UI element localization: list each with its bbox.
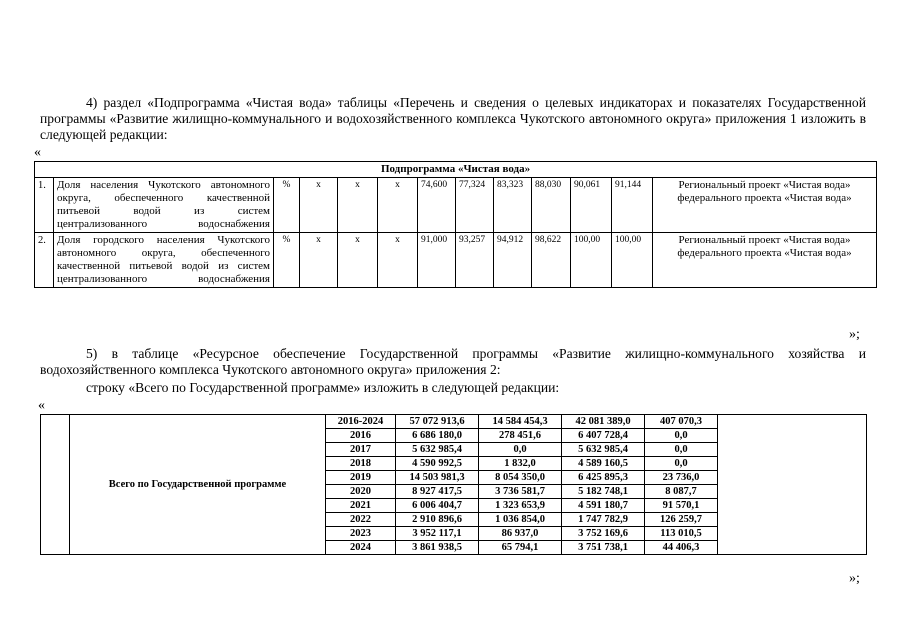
value-cell: x [300, 178, 338, 233]
table1-row [35, 178, 877, 233]
year-cell: 2016-2024 [326, 415, 396, 429]
amount-cell: 0,0 [645, 457, 718, 471]
unit-cell: % [274, 178, 300, 233]
value-cell: 74,600 [418, 178, 456, 233]
row-number: 2. [35, 233, 54, 288]
value-cell: 88,030 [532, 178, 571, 233]
year-cell: 2017 [326, 443, 396, 457]
value-cell: 98,622 [532, 233, 571, 288]
amount-cell: 6 006 404,7 [396, 499, 479, 513]
amount-cell: 3 952 117,1 [396, 527, 479, 541]
value-cell: 93,257 [456, 233, 494, 288]
amount-cell: 86 937,0 [479, 527, 562, 541]
year-cell: 2021 [326, 499, 396, 513]
amount-cell: 1 832,0 [479, 457, 562, 471]
paragraph-4 [40, 95, 866, 143]
amount-cell: 14 503 981,3 [396, 471, 479, 485]
amount-cell: 8 054 350,0 [479, 471, 562, 485]
amount-cell: 4 590 992,5 [396, 457, 479, 471]
amount-cell: 91 570,1 [645, 499, 718, 513]
amount-cell: 4 589 160,5 [562, 457, 645, 471]
year-cell: 2023 [326, 527, 396, 541]
amount-cell: 0,0 [645, 443, 718, 457]
amount-cell: 8 087,7 [645, 485, 718, 499]
amount-cell: 3 736 581,7 [479, 485, 562, 499]
blank-cell [41, 415, 70, 555]
note-cell: Региональный проект «Чистая вода» федерального проекта «Чистая вода» [653, 233, 877, 288]
amount-cell: 278 451,6 [479, 429, 562, 443]
blank-cell [718, 415, 867, 555]
year-cell: 2018 [326, 457, 396, 471]
amount-cell: 126 259,7 [645, 513, 718, 527]
year-cell: 2024 [326, 541, 396, 555]
quote-close-2: »; [849, 571, 860, 586]
table1-header-row [35, 162, 877, 178]
amount-cell: 3 751 738,1 [562, 541, 645, 555]
value-cell: 90,061 [571, 178, 612, 233]
value-cell: 91,000 [418, 233, 456, 288]
amount-cell: 1 036 854,0 [479, 513, 562, 527]
paragraph-4-text: 4) раздел «Подпрограмма «Чистая вода» таблицы «Перечень и сведения о целевых индикаторах и показателях Государственной программы «Развитие жилищно-коммунального и водохозяйственного комплекса Чукотского автономного округа» приложения 1 изложить в следующей редакции: [40, 95, 866, 142]
amount-cell: 5 632 985,4 [562, 443, 645, 457]
amount-cell: 44 406,3 [645, 541, 718, 555]
note-cell: Региональный проект «Чистая вода» федерального проекта «Чистая вода» [653, 178, 877, 233]
amount-cell: 23 736,0 [645, 471, 718, 485]
paragraph-5-line-text: строку «Всего по Государственной программе» изложить в следующей редакции: [86, 380, 560, 395]
amount-cell: 1 323 653,9 [479, 499, 562, 513]
amount-cell: 4 591 180,7 [562, 499, 645, 513]
amount-cell: 5 632 985,4 [396, 443, 479, 457]
value-cell: x [338, 178, 378, 233]
value-cell: 83,323 [494, 178, 532, 233]
resources-table [40, 414, 867, 555]
amount-cell: 42 081 389,0 [562, 415, 645, 429]
paragraph-5-line [40, 380, 866, 396]
value-cell: 94,912 [494, 233, 532, 288]
indicator-name: Доля населения Чукотского автономного округа, обеспеченного качественной питьевой водой из систем централизованного водоснабжения [54, 178, 274, 233]
amount-cell: 5 182 748,1 [562, 485, 645, 499]
amount-cell: 0,0 [479, 443, 562, 457]
amount-cell: 1 747 782,9 [562, 513, 645, 527]
value-cell: x [300, 233, 338, 288]
amount-cell: 8 927 417,5 [396, 485, 479, 499]
table1-row [35, 233, 877, 288]
table2-row [41, 415, 867, 429]
value-cell: 91,144 [612, 178, 653, 233]
amount-cell: 6 425 895,3 [562, 471, 645, 485]
amount-cell: 0,0 [645, 429, 718, 443]
year-cell: 2016 [326, 429, 396, 443]
amount-cell: 65 794,1 [479, 541, 562, 555]
amount-cell: 2 910 896,6 [396, 513, 479, 527]
year-cell: 2020 [326, 485, 396, 499]
value-cell: x [338, 233, 378, 288]
row-number: 1. [35, 178, 54, 233]
paragraph-5-text: 5) в таблице «Ресурсное обеспечение Государственной программы «Развитие жилищно-коммунального хозяйства и водохозяйственного комплекса Чукотского автономного округа» приложения 2: [40, 346, 866, 377]
value-cell: x [378, 178, 418, 233]
amount-cell: 113 010,5 [645, 527, 718, 541]
table1-header: Подпрограмма «Чистая вода» [35, 162, 877, 178]
amount-cell: 57 072 913,6 [396, 415, 479, 429]
value-cell: 77,324 [456, 178, 494, 233]
amount-cell: 6 686 180,0 [396, 429, 479, 443]
value-cell: 100,00 [571, 233, 612, 288]
quote-open-1: « [34, 145, 41, 160]
amount-cell: 3 861 938,5 [396, 541, 479, 555]
indicator-name: Доля городского населения Чукотского автономного округа, обеспеченного качественной питьевой водой из систем централизованного водоснабжения [54, 233, 274, 288]
amount-cell: 3 752 169,6 [562, 527, 645, 541]
indicators-table [34, 161, 877, 288]
value-cell: x [378, 233, 418, 288]
quote-close-1: »; [849, 327, 860, 342]
year-cell: 2022 [326, 513, 396, 527]
paragraph-5 [40, 346, 866, 378]
amount-cell: 6 407 728,4 [562, 429, 645, 443]
value-cell: 100,00 [612, 233, 653, 288]
unit-cell: % [274, 233, 300, 288]
year-cell: 2019 [326, 471, 396, 485]
total-label: Всего по Государственной программе [70, 415, 326, 555]
amount-cell: 407 070,3 [645, 415, 718, 429]
quote-open-2: « [38, 398, 45, 413]
amount-cell: 14 584 454,3 [479, 415, 562, 429]
